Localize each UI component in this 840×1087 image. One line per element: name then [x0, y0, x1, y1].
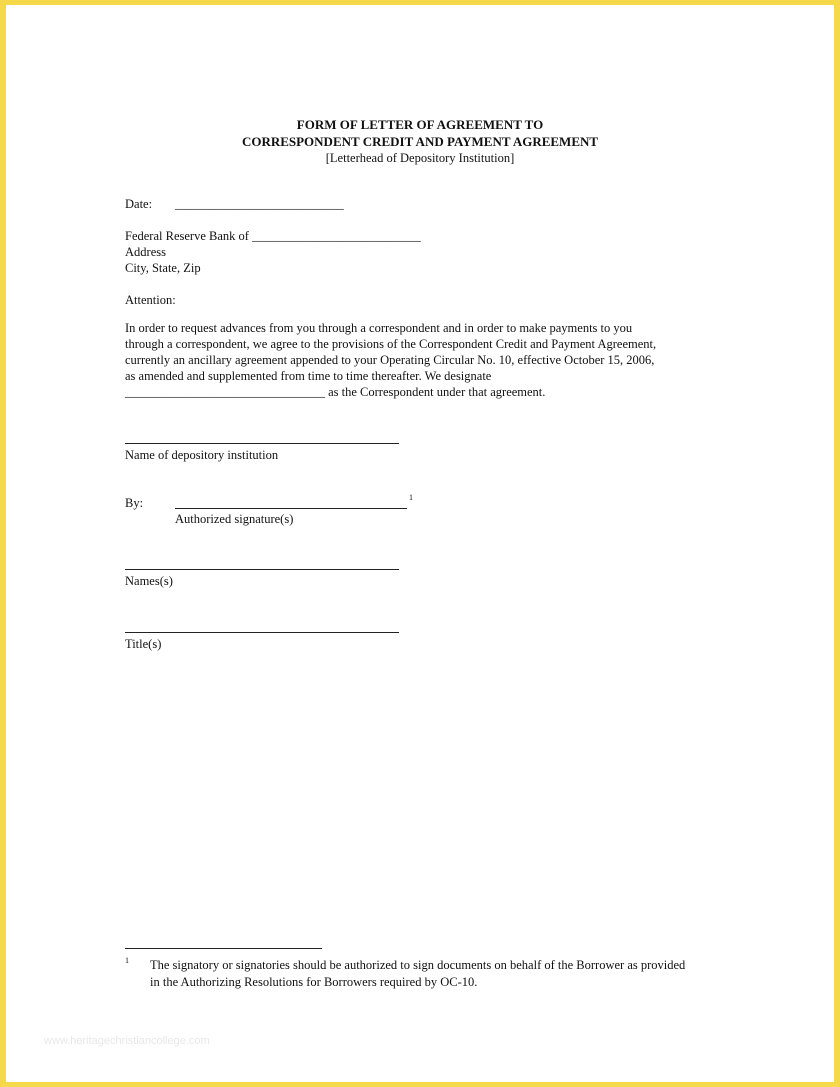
- date-label: Date:: [125, 197, 153, 211]
- authorized-signature-label: Authorized signature(s): [175, 512, 294, 526]
- footnote-text: [150, 957, 685, 991]
- frb-field: Federal Reserve Bank of ___________________________: [125, 229, 421, 243]
- footnote-line: in the Authorizing Resolutions for Borrowers required by OC-10.: [150, 975, 478, 989]
- footnote-line: The signatory or signatories should be authorized to sign documents on behalf of the Borrower as provided: [150, 958, 686, 972]
- agreement-paragraph: [125, 320, 725, 400]
- names-label: Names(s): [125, 574, 173, 588]
- by-label: By:: [125, 496, 144, 510]
- paragraph-line: currently an ancillary agreement appended to your Operating Circular No. 10, effective October 15, 2006,: [125, 353, 655, 367]
- titles-label: Title(s): [125, 637, 162, 651]
- footnote-reference: 1: [409, 493, 413, 502]
- footnote-marker: 1: [125, 956, 129, 965]
- address-line: Address: [125, 245, 166, 259]
- authorized-signature-line: [175, 508, 407, 509]
- institution-label: Name of depository institution: [125, 448, 279, 462]
- document-subtitle: [Letterhead of Depository Institution]: [325, 151, 515, 165]
- paragraph-line: ________________________________ as the Correspondent under that agreement.: [125, 385, 546, 399]
- document-title-line-2: CORRESPONDENT CREDIT AND PAYMENT AGREEMENT: [241, 134, 599, 149]
- city-state-zip-line: City, State, Zip: [125, 261, 201, 275]
- titles-signature-line: [125, 632, 399, 633]
- footnote-separator: [125, 948, 322, 949]
- paragraph-line: In order to request advances from you through a correspondent and in order to make payments to you: [125, 321, 633, 335]
- attention-label: Attention:: [125, 293, 176, 307]
- date-field: ___________________________: [175, 197, 344, 211]
- document-title-line-1: FORM OF LETTER OF AGREEMENT TO: [296, 117, 544, 132]
- watermark: www.heritagechristiancollege.com: [44, 1035, 210, 1047]
- institution-signature-line: [125, 443, 399, 444]
- paragraph-line: as amended and supplemented from time to time thereafter. We designate: [125, 369, 492, 383]
- paragraph-line: through a correspondent, we agree to the provisions of the Correspondent Credit and Payment Agreement,: [125, 337, 657, 351]
- names-signature-line: [125, 569, 399, 570]
- document-page: [6, 5, 834, 1082]
